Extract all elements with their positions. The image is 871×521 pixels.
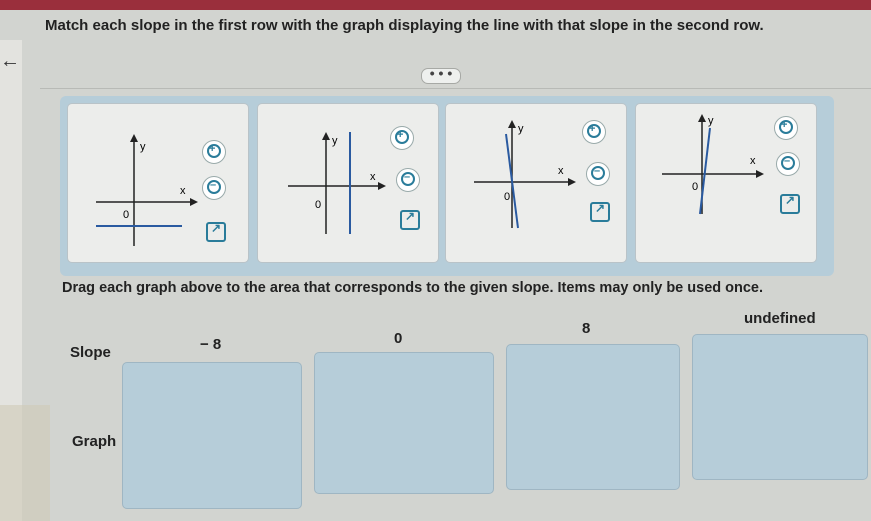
x-label: x	[558, 165, 564, 177]
graph-card-4[interactable]	[636, 104, 816, 262]
slope-row-label: Slope	[70, 344, 111, 361]
drop-zone-4[interactable]	[692, 334, 868, 480]
graph-card-3[interactable]	[446, 104, 626, 262]
drop-zone-1[interactable]	[122, 362, 302, 509]
zoom-in-icon[interactable]	[582, 120, 606, 144]
y-axis-arrow	[508, 120, 516, 128]
x-axis-arrow	[756, 170, 764, 178]
zoom-out-icon[interactable]	[396, 168, 420, 192]
zoom-in-icon[interactable]	[202, 140, 226, 164]
origin-label: 0	[123, 209, 130, 221]
expand-icon[interactable]	[400, 210, 420, 230]
zoom-out-icon[interactable]	[586, 162, 610, 186]
question-text: Match each slope in the first row with the graph displaying the line with that slope in the second row.	[45, 17, 764, 34]
zoom-out-icon[interactable]	[202, 176, 226, 200]
x-axis-arrow	[190, 198, 198, 206]
origin-label: 0	[692, 181, 699, 193]
y-axis-arrow	[698, 114, 706, 122]
top-bar	[0, 0, 871, 10]
slope-value-2: 0	[394, 330, 403, 347]
y-label: y	[708, 115, 714, 127]
y-axis-arrow	[322, 132, 330, 140]
graph-card-1[interactable]	[68, 104, 248, 262]
slope-value-4: undefined	[744, 310, 816, 327]
expand-icon[interactable]	[780, 194, 800, 214]
slope-value-3: 8	[582, 320, 591, 337]
more-button[interactable]: • • •	[421, 68, 461, 84]
y-label: y	[518, 123, 524, 135]
y-label: y	[332, 135, 338, 147]
origin-label: 0	[315, 199, 322, 211]
x-label: x	[750, 155, 756, 167]
instructions-text: Drag each graph above to the area that corresponds to the given slope. Items may only be used once.	[62, 280, 764, 296]
expand-icon[interactable]	[206, 222, 226, 242]
zoom-in-icon[interactable]	[774, 116, 798, 140]
expand-icon[interactable]	[590, 202, 610, 222]
x-label: x	[180, 185, 186, 197]
graph-row-label: Graph	[72, 433, 117, 450]
drop-zone-3[interactable]	[506, 344, 680, 490]
back-arrow-icon[interactable]: ←	[0, 50, 20, 72]
slope-value-1: − 8	[200, 336, 222, 353]
background-patch	[0, 405, 50, 521]
x-label: x	[370, 171, 376, 183]
drop-zone-2[interactable]	[314, 352, 494, 494]
x-axis-arrow	[568, 178, 576, 186]
x-axis-arrow	[378, 182, 386, 190]
origin-label: 0	[504, 191, 511, 203]
y-label: y	[140, 141, 146, 153]
graph-card-2[interactable]	[258, 104, 438, 262]
zoom-out-icon[interactable]	[776, 152, 800, 176]
divider	[40, 88, 871, 89]
zoom-in-icon[interactable]	[390, 126, 414, 150]
y-axis-arrow	[130, 134, 138, 142]
